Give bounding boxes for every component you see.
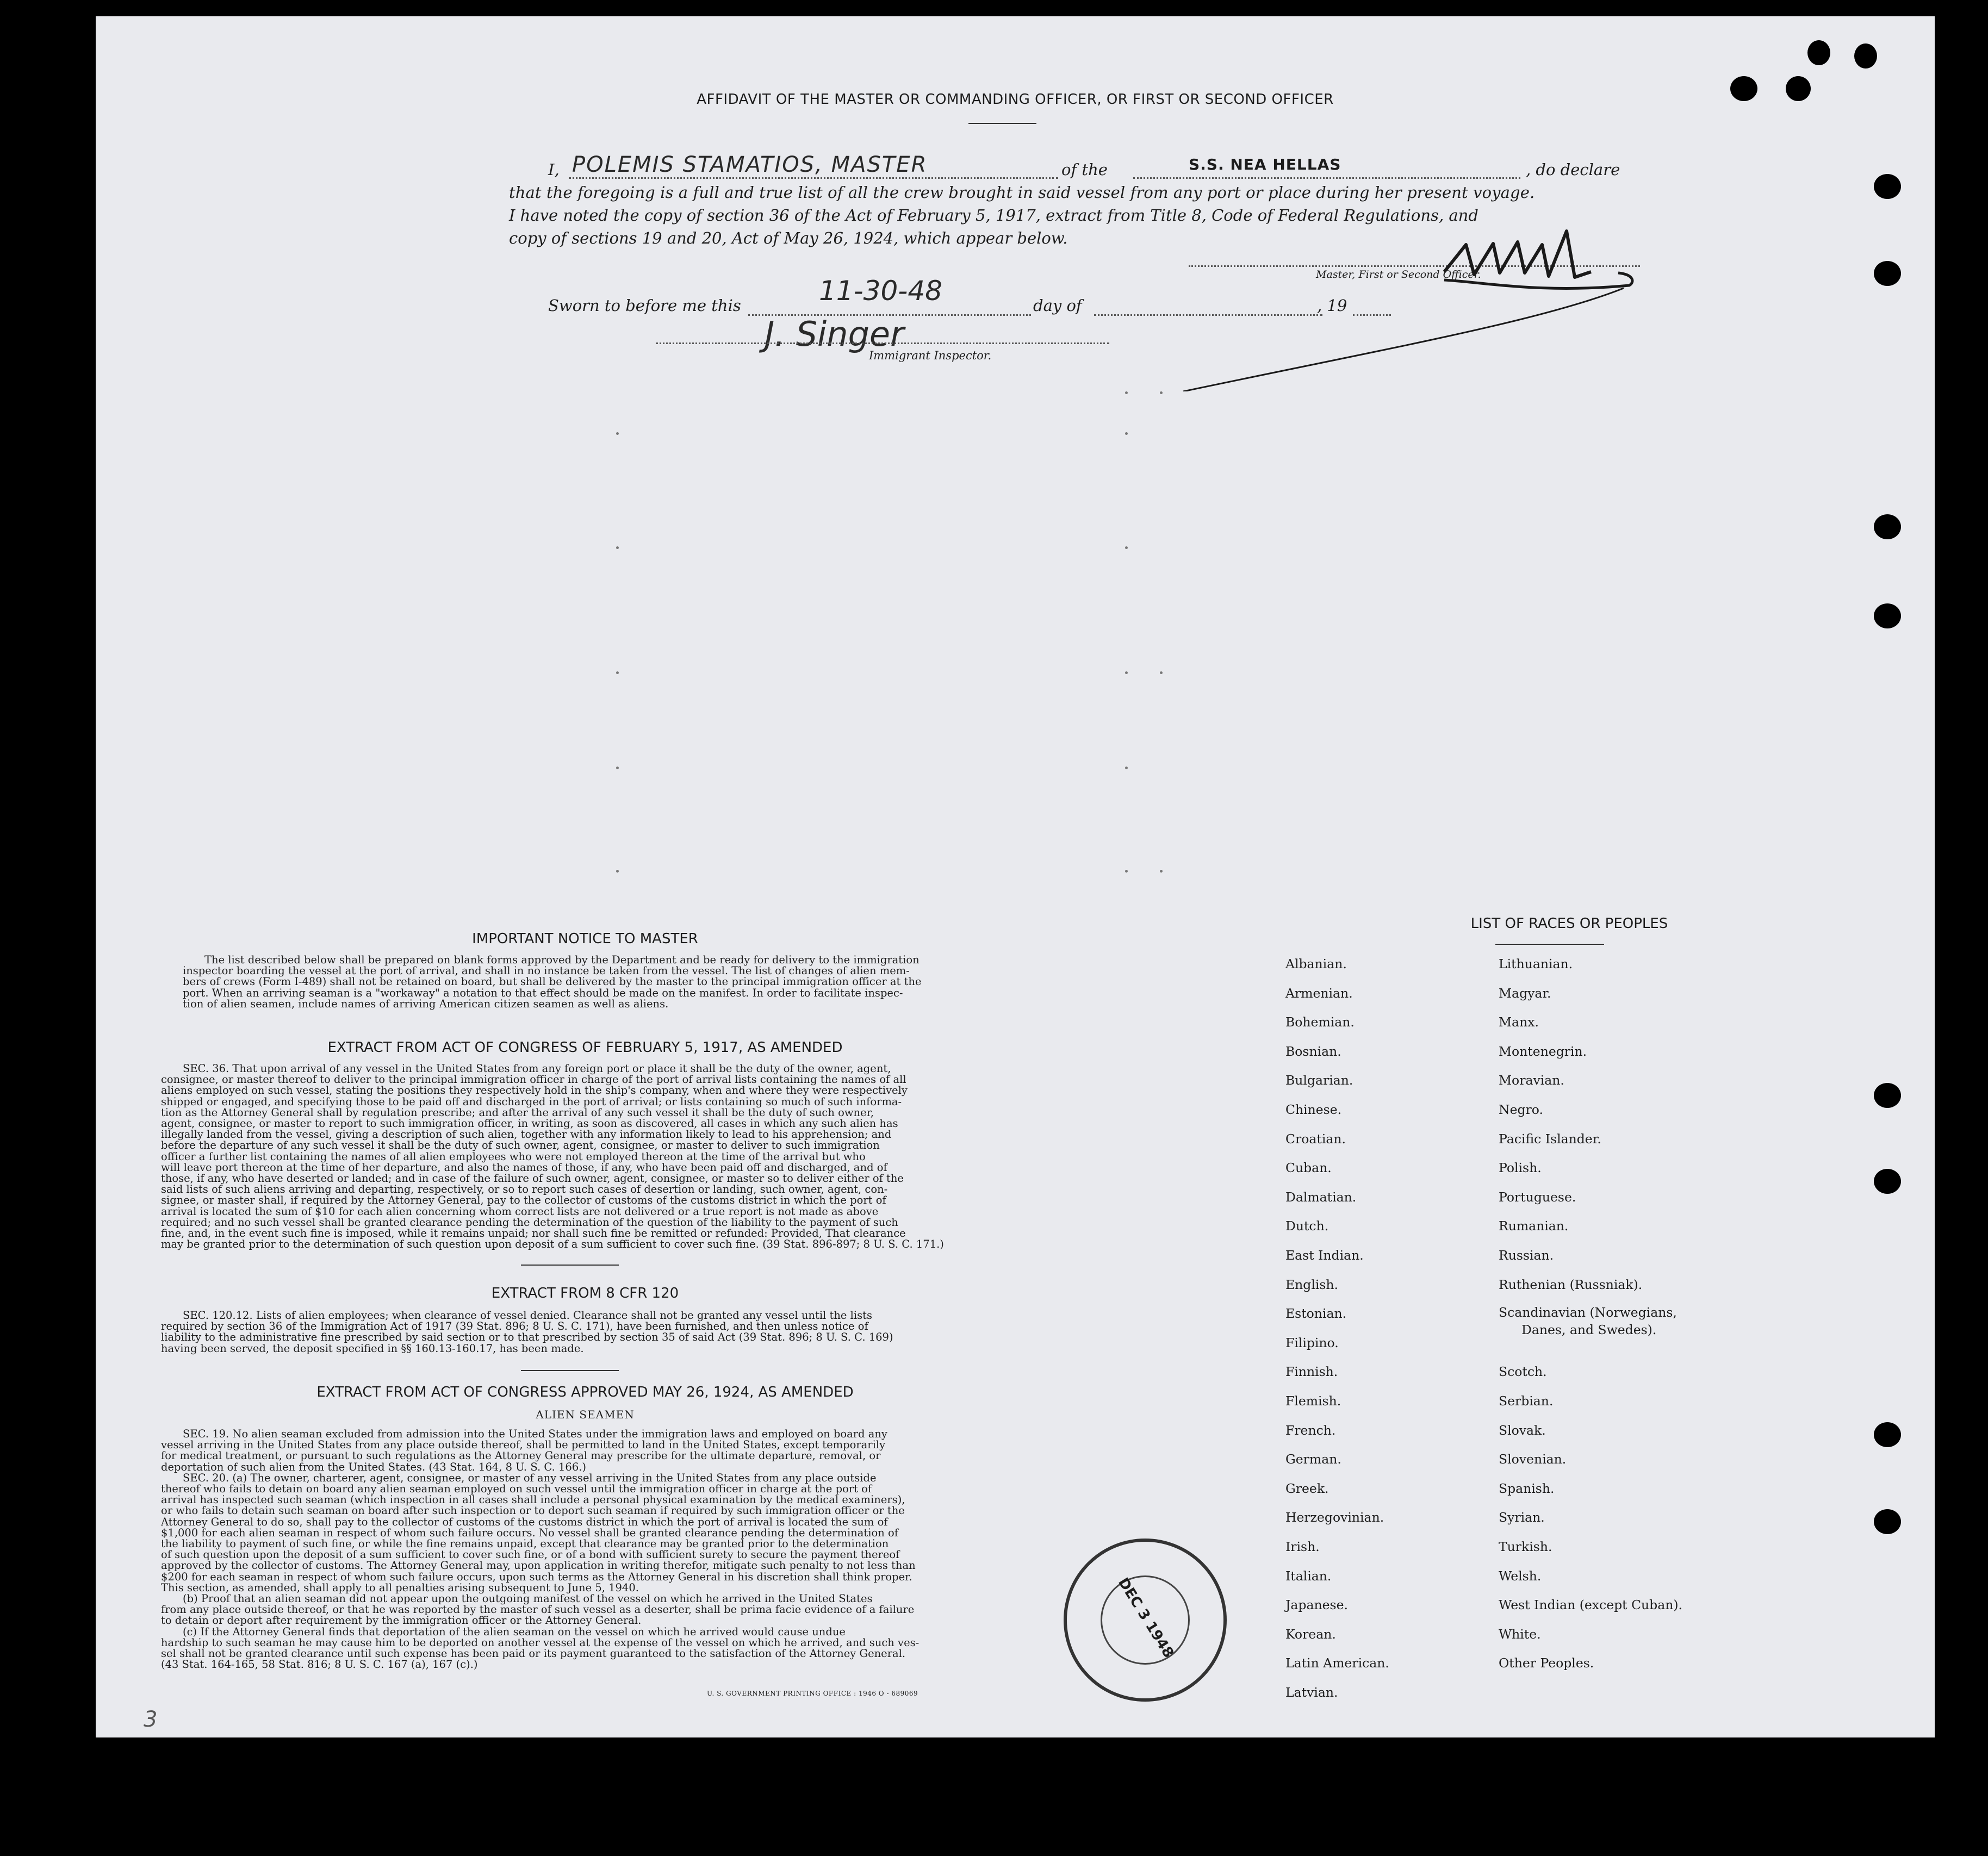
section-rule bbox=[521, 1265, 619, 1266]
race-item: Danes, and Swedes). bbox=[1521, 1322, 1657, 1337]
guide-dot bbox=[616, 432, 619, 435]
race-item: Chinese. bbox=[1285, 1102, 1342, 1117]
extract-1924-line: Attorney General to do so, shall pay to the collector of customs of the customs district in which the port of arrival is located the sum of bbox=[161, 1515, 888, 1528]
sworn-date-handwritten: 11-30-48 bbox=[819, 275, 942, 307]
race-item: Herzegovinian. bbox=[1285, 1510, 1384, 1525]
extract-cfr-line: having been served, the deposit specified in §§ 160.13-160.17, has been made. bbox=[161, 1342, 584, 1355]
race-item: Spanish. bbox=[1499, 1480, 1555, 1496]
race-item: Ruthenian (Russniak). bbox=[1499, 1276, 1643, 1292]
inspector-caption: Immigrant Inspector. bbox=[869, 349, 992, 362]
race-item: Moravian. bbox=[1499, 1073, 1564, 1088]
affidavit-do-declare: , do declare bbox=[1526, 160, 1620, 179]
race-item: East Indian. bbox=[1285, 1248, 1364, 1263]
vessel-name: S.S. NEA HELLAS bbox=[1189, 155, 1341, 173]
extract-1917-line: agent, consignee, or master to report to such immigration officer, in writing, as soon as discovered, all cases in which any such alien has bbox=[161, 1117, 898, 1130]
extract-1917-title: EXTRACT FROM ACT OF CONGRESS OF FEBRUARY 5, 1917, AS AMENDED bbox=[327, 1039, 843, 1056]
extract-1917-line: SEC. 36. That upon arrival of any vessel in the United States from any foreign port or place it shall be the duty of the owner, agent, bbox=[183, 1062, 891, 1075]
extract-1917-line: aliens employed on such vessel, stating the positions they respectively hold in the ship's company, when and where they were respectively bbox=[161, 1084, 908, 1097]
race-item: Japanese. bbox=[1285, 1597, 1348, 1613]
extract-1924-line: SEC. 20. (a) The owner, charterer, agent, consignee, or master of any vessel arriving in the United States from any place outside bbox=[183, 1471, 877, 1484]
punch-hole bbox=[1854, 43, 1877, 68]
punch-hole bbox=[1874, 261, 1901, 286]
race-item: Latin American. bbox=[1285, 1655, 1389, 1671]
race-item: Albanian. bbox=[1285, 956, 1347, 971]
race-item: Bulgarian. bbox=[1285, 1073, 1353, 1088]
extract-1924-line: for medical treatment, or pursuant to such regulations as the Attorney General may prescribe for the ultimate departure, removal, or bbox=[161, 1449, 881, 1462]
extract-1924-line: sel shall not be granted clearance until such expense has been paid or its payment guaranteed to the satisfaction of the Attorney General. bbox=[161, 1647, 906, 1660]
extract-1917-body bbox=[161, 1063, 1020, 1250]
notice-line: tion of alien seamen, include names of arriving American citizen seamen as well as aliens. bbox=[183, 997, 669, 1010]
extract-cfr-body bbox=[161, 1310, 1020, 1354]
extract-1924-line: vessel arriving in the United States from any place outside thereof, shall be permitted to land in the United States, except temporarily bbox=[161, 1438, 886, 1452]
race-item: Lithuanian. bbox=[1499, 956, 1573, 971]
extract-cfr-line: required by section 36 of the Immigration Act of 1917 (39 Stat. 896; 8 U. S. C. 171), have been furnished, and then unless notice of bbox=[161, 1320, 868, 1333]
races-title-rule bbox=[1495, 944, 1604, 945]
extract-1917-line: tion as the Attorney General shall by regulation prescribe; and after the arrival of any such vessel it shall be the duty of such owner, bbox=[161, 1106, 874, 1119]
race-item: West Indian (except Cuban). bbox=[1499, 1597, 1683, 1613]
race-item: Dalmatian. bbox=[1285, 1189, 1357, 1205]
title-rule bbox=[968, 123, 1036, 124]
race-item: Polish. bbox=[1499, 1160, 1542, 1176]
race-item: Italian. bbox=[1285, 1568, 1332, 1584]
extract-1924-line: $200 for each seaman in respect of whom such failure occurs, upon such terms as the Attorney General in his discretion shall think proper. bbox=[161, 1570, 912, 1583]
guide-dot bbox=[1125, 432, 1128, 435]
extract-1917-line: those, if any, who have deserted or landed; and in case of the failure of such owner, agent, consignee, or master so to deliver either of the bbox=[161, 1172, 904, 1185]
races-title: LIST OF RACES OR PEOPLES bbox=[1470, 915, 1668, 932]
affidavit-line-3: I have noted the copy of section 36 of the Act of February 5, 1917, extract from Title 8, Code of Federal Regulations, and bbox=[509, 206, 1478, 225]
vessel-dotted-line bbox=[1133, 177, 1520, 179]
guide-dot bbox=[616, 767, 619, 769]
race-item: German. bbox=[1285, 1452, 1341, 1467]
extract-1924-line: deportation of such alien from the United States. (43 Stat. 164, 8 U. S. C. 166.) bbox=[161, 1460, 587, 1473]
stamp-date: DEC 3 1948 bbox=[1115, 1575, 1177, 1661]
extract-1924-line: (43 Stat. 164-165, 58 Stat. 816; 8 U. S. C. 167 (a), 167 (c).) bbox=[161, 1658, 478, 1671]
guide-dot bbox=[1125, 391, 1128, 394]
extract-1924-line: (b) Proof that an alien seaman did not appear upon the outgoing manifest of the vessel on which he arrived in the United States bbox=[183, 1592, 873, 1605]
notice-body bbox=[183, 955, 998, 1010]
race-item: Portuguese. bbox=[1499, 1189, 1576, 1205]
punch-hole bbox=[1786, 76, 1811, 101]
race-item: White. bbox=[1499, 1626, 1541, 1642]
affidavit-i-prefix: I, bbox=[548, 160, 560, 179]
extract-1917-line: signee, or master shall, if required by the Attorney General, pay to the collector of customs of the customs district in which the port of bbox=[161, 1194, 886, 1207]
punch-hole bbox=[1874, 1422, 1901, 1447]
race-item: Manx. bbox=[1499, 1014, 1539, 1030]
race-item: Korean. bbox=[1285, 1626, 1336, 1642]
race-item: Scotch. bbox=[1499, 1364, 1547, 1380]
extract-1917-line: arrival is located the sum of $10 for each alien concerning whom correct lists are not delivered or a true report is not made as above bbox=[161, 1205, 879, 1218]
punch-hole bbox=[1874, 174, 1901, 199]
extract-1924-line: hardship to such seaman he may cause him to be deported on another vessel at the expense of the vessel on which he arrived, and such ves- bbox=[161, 1636, 920, 1649]
guide-dot bbox=[1125, 546, 1128, 549]
race-item: Other Peoples. bbox=[1499, 1655, 1594, 1671]
race-item: Slovak. bbox=[1499, 1422, 1546, 1438]
notice-line: inspector boarding the vessel at the port of arrival, and shall in no instance be taken from the vessel. The list of changes of alien mem- bbox=[183, 964, 910, 977]
extract-1924-body bbox=[161, 1429, 1020, 1670]
extract-1924-line: This section, as amended, shall apply to all penalties arising subsequent to June 5, 1940. bbox=[161, 1581, 639, 1594]
race-item: Scandinavian (Norwegians, bbox=[1499, 1305, 1677, 1320]
race-item: Armenian. bbox=[1285, 985, 1353, 1001]
guide-dot bbox=[616, 546, 619, 549]
extract-cfr-title: EXTRACT FROM 8 CFR 120 bbox=[491, 1285, 679, 1301]
extract-1917-line: may be granted prior to the determination of such question upon deposit of a sum sufficient to cover such fine. (39 Stat. 896-897; 8 U. S. C. 171.) bbox=[161, 1238, 944, 1251]
extract-1917-line: illegally landed from the vessel, giving a description of such alien, together with any information likely to lead to his apprehension; and bbox=[161, 1128, 892, 1141]
race-item: Estonian. bbox=[1285, 1306, 1347, 1322]
race-item: Magyar. bbox=[1499, 985, 1551, 1001]
punch-hole bbox=[1874, 603, 1901, 628]
extract-1917-line: consignee, or master thereof to deliver to the principal immigration officer in charge of the port of arrival lists containing the names of all bbox=[161, 1073, 906, 1086]
notice-line: bers of crews (Form I-489) shall not be retained on board, but shall be delivered by the master to the principal immigration officer at the bbox=[183, 975, 922, 988]
guide-dot bbox=[1125, 671, 1128, 674]
race-item: Negro. bbox=[1499, 1102, 1543, 1117]
affidavit-title: AFFIDAVIT OF THE MASTER OR COMMANDING OFFICER, OR FIRST OR SECOND OFFICER bbox=[697, 91, 1334, 108]
extract-1917-line: shipped or engaged, and specifying those to be paid off and discharged in the port of arrival; or lists containing so much of such informa- bbox=[161, 1095, 902, 1108]
affidavit-of-the: of the bbox=[1061, 160, 1108, 179]
year-prefix: , 19 bbox=[1317, 296, 1347, 315]
extract-1924-line: the liability to payment of such fine, or while the fine remains unpaid, except that clearance may be granted prior to the determination bbox=[161, 1537, 889, 1550]
guide-dot bbox=[616, 870, 619, 873]
race-item: Russian. bbox=[1499, 1248, 1554, 1263]
extract-1924-line: of such question upon the deposit of a sum sufficient to cover such fine, or of a bond with sufficient surety to secure the payment thereof bbox=[161, 1548, 900, 1561]
gpo-imprint: U. S. GOVERNMENT PRINTING OFFICE : 1946 O - 689069 bbox=[707, 1690, 918, 1697]
race-item: Greek. bbox=[1285, 1480, 1329, 1496]
race-item: Slovenian. bbox=[1499, 1452, 1567, 1467]
race-item: Flemish. bbox=[1285, 1393, 1341, 1409]
punch-hole bbox=[1874, 1083, 1901, 1108]
extract-1924-line: thereof who fails to detain on board any alien seaman employed on such vessel until the immigration officer in charge at the port of bbox=[161, 1483, 872, 1496]
race-item: Welsh. bbox=[1499, 1568, 1542, 1584]
officer-signature-mark bbox=[1161, 212, 1662, 391]
extract-1924-line: SEC. 19. No alien seaman excluded from admission into the United States under the immigration laws and employed on board any bbox=[183, 1428, 887, 1440]
guide-dot bbox=[1160, 870, 1163, 873]
affidavit-line-4: copy of sections 19 and 20, Act of May 26, 1924, which appear below. bbox=[509, 229, 1068, 247]
month-dotted-line bbox=[1094, 314, 1322, 316]
punch-hole bbox=[1874, 1509, 1901, 1534]
race-item: French. bbox=[1285, 1422, 1336, 1438]
extract-1917-line: before the departure of any such vessel it shall be the duty of such owner, agent, consignee, or master to deliver to such immigration bbox=[161, 1139, 880, 1152]
affidavit-line-2: that the foregoing is a full and true list of all the crew brought in said vessel from any port or place during her present voyage. bbox=[509, 183, 1535, 202]
extract-1924-subtitle: ALIEN SEAMEN bbox=[536, 1408, 635, 1421]
inspector-dotted-line bbox=[656, 342, 1109, 344]
race-item: Bosnian. bbox=[1285, 1043, 1341, 1059]
race-item: Turkish. bbox=[1499, 1539, 1552, 1554]
sworn-prefix: Sworn to before me this bbox=[548, 296, 741, 315]
race-item: Bohemian. bbox=[1285, 1014, 1355, 1030]
punch-hole bbox=[1874, 514, 1901, 539]
punch-hole bbox=[1874, 1169, 1901, 1194]
guide-dot bbox=[1160, 391, 1163, 394]
guide-dot bbox=[1125, 767, 1128, 769]
extract-1924-line: from any place outside thereof, or that he was reported by the master of such vessel as a deserter, shall be prima facie evidence of a failure bbox=[161, 1603, 915, 1616]
extract-1917-line: said lists of such aliens arriving and departing, respectively, or so to report such cases of desertion or landing, such owner, agent, con- bbox=[161, 1183, 888, 1196]
extract-1924-line: (c) If the Attorney General finds that deportation of the alien seaman on the vessel on which he arrived would cause undue bbox=[183, 1625, 846, 1638]
notice-line: port. When an arriving seaman is a "workaway" a notation to that effect should be made on the manifest. In order to facilitate inspec- bbox=[183, 986, 903, 999]
race-item: Dutch. bbox=[1285, 1218, 1329, 1234]
race-item: Montenegrin. bbox=[1499, 1043, 1587, 1059]
section-rule bbox=[521, 1370, 619, 1371]
extract-cfr-line: liability to the administrative fine prescribed by said section or to that prescribed by section 35 of said Act (39 Stat. 896; 8 U. S. C. 169) bbox=[161, 1331, 893, 1344]
extract-1924-line: or who fails to detain such seaman on board after such inspection or to deport such seaman if required by such immigration officer or the bbox=[161, 1504, 905, 1517]
race-item: Irish. bbox=[1285, 1539, 1320, 1554]
document-sheet bbox=[96, 16, 1935, 1737]
race-item: Croatian. bbox=[1285, 1131, 1346, 1147]
race-item: Filipino. bbox=[1285, 1335, 1339, 1350]
extract-cfr-line: SEC. 120.12. Lists of alien employees; when clearance of vessel denied. Clearance shall not be granted any vessel until the lists bbox=[183, 1309, 872, 1322]
race-item: Finnish. bbox=[1285, 1364, 1338, 1380]
notice-line: The list described below shall be prepared on blank forms approved by the Department and be ready for delivery to the immigration bbox=[204, 954, 920, 966]
inspector-signature-handwritten: J. Singer bbox=[765, 314, 904, 354]
race-item: Pacific Islander. bbox=[1499, 1131, 1601, 1147]
race-item: Serbian. bbox=[1499, 1393, 1554, 1409]
guide-dot bbox=[1160, 671, 1163, 674]
extract-1924-line: approved by the collector of customs. The Attorney General may, upon application in writing therefor, mitigate such penalty to not less than bbox=[161, 1559, 916, 1572]
extract-1924-line: arrival has inspected such seaman (which inspection in all cases shall include a personal physical examination by the medical examiners), bbox=[161, 1493, 905, 1506]
punch-hole bbox=[1807, 40, 1830, 65]
margin-mark: 3 bbox=[144, 1707, 158, 1732]
race-item: English. bbox=[1285, 1276, 1339, 1292]
extract-1917-line: fine, and, in the event such fine is imposed, while it remains unpaid; nor shall such fine be remitted or refunded: Provided, That clearance bbox=[161, 1227, 906, 1240]
guide-dot bbox=[616, 671, 619, 674]
extract-1917-line: required; and no such vessel shall be granted clearance pending the determination of the question of the liability to the payment of such bbox=[161, 1216, 898, 1229]
extract-1924-line: $1,000 for each alien seaman in respect of whom such failure occurs. No vessel shall be granted clearance pending the determination of bbox=[161, 1526, 898, 1539]
race-item: Latvian. bbox=[1285, 1685, 1338, 1700]
punch-hole bbox=[1730, 76, 1757, 101]
guide-dot bbox=[1125, 870, 1128, 873]
notice-title: IMPORTANT NOTICE TO MASTER bbox=[472, 931, 698, 947]
immigration-stamp bbox=[1064, 1539, 1227, 1702]
master-name-handwritten: POLEMIS STAMATIOS, MASTER bbox=[572, 152, 928, 177]
race-item: Rumanian. bbox=[1499, 1218, 1569, 1234]
day-of: day of bbox=[1033, 296, 1082, 315]
extract-1917-line: officer a further list containing the names of all alien employees who were not employed thereon at the time of the arrival but who bbox=[161, 1150, 866, 1163]
extract-1924-line: to detain or deport after requirement by the immigration officer or the Attorney General. bbox=[161, 1614, 642, 1627]
officer-caption: Master, First or Second Officer. bbox=[1316, 269, 1481, 281]
master-name-dotted-line bbox=[569, 177, 1058, 179]
race-item: Syrian. bbox=[1499, 1510, 1545, 1525]
extract-1917-line: will leave port thereon at the time of her departure, and also the names of those, if any, who have been paid off and discharged, and of bbox=[161, 1161, 887, 1174]
race-item: Cuban. bbox=[1285, 1160, 1332, 1176]
year-dotted-line bbox=[1353, 314, 1391, 316]
extract-1924-title: EXTRACT FROM ACT OF CONGRESS APPROVED MAY 26, 1924, AS AMENDED bbox=[316, 1384, 854, 1400]
